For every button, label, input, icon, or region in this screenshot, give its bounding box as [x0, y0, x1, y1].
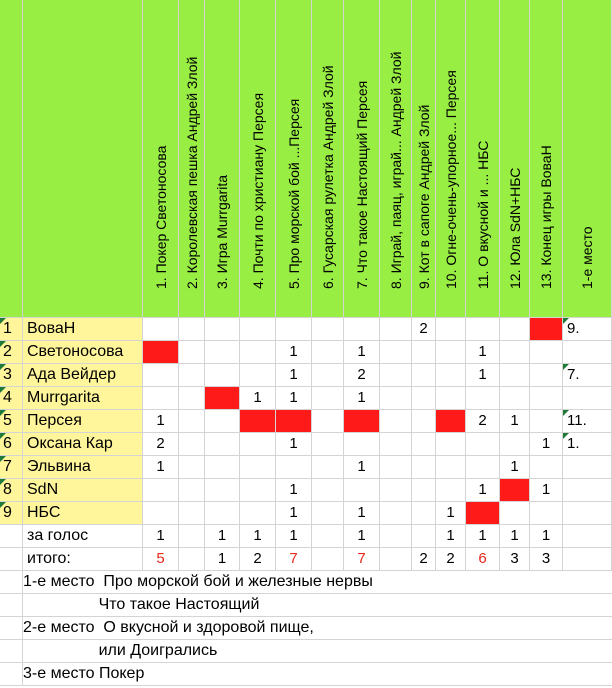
summary-line: 3-е место Покер: [23, 665, 145, 682]
score-cell[interactable]: [179, 364, 205, 387]
comment-marker-icon: [0, 479, 6, 485]
total-row-cell[interactable]: 3: [530, 548, 563, 571]
score-cell[interactable]: [179, 502, 205, 525]
player-name-cell[interactable]: SdN: [23, 479, 143, 502]
total-row-cell[interactable]: 5: [143, 548, 179, 571]
score-cell[interactable]: [240, 318, 276, 341]
score-cell[interactable]: [412, 364, 436, 387]
comment-marker-icon: [0, 502, 6, 508]
row-number[interactable]: 9: [0, 502, 23, 525]
score-cell[interactable]: 2: [344, 364, 380, 387]
comment-marker-icon: [0, 410, 6, 416]
total-row-cell[interactable]: 7: [344, 548, 380, 571]
vote-row-cell[interactable]: 1: [530, 525, 563, 548]
player-name-cell[interactable]: Эльвина: [23, 456, 143, 479]
vote-row-cell[interactable]: [179, 525, 205, 548]
vote-row-cell[interactable]: [563, 525, 612, 548]
grid-line: [0, 685, 612, 686]
score-cell[interactable]: [179, 341, 205, 364]
header-corner-cell[interactable]: [0, 0, 23, 318]
total-row-cell[interactable]: 2: [240, 548, 276, 571]
score-cell[interactable]: [312, 479, 344, 502]
score-cell[interactable]: [143, 364, 179, 387]
score-cell[interactable]: [563, 502, 612, 525]
score-cell[interactable]: [143, 387, 179, 410]
self-vote-cell[interactable]: [276, 410, 312, 433]
score-cell[interactable]: 1: [344, 341, 380, 364]
score-cell[interactable]: 2: [143, 433, 179, 456]
score-cell[interactable]: [530, 341, 563, 364]
score-cell[interactable]: [436, 433, 466, 456]
score-cell[interactable]: [276, 318, 312, 341]
score-cell[interactable]: [380, 479, 412, 502]
score-cell[interactable]: [436, 456, 466, 479]
score-cell[interactable]: 2: [466, 410, 500, 433]
player-name-cell[interactable]: Светоносова: [23, 341, 143, 364]
score-cell[interactable]: [143, 318, 179, 341]
summary-line: 2-е место О вкусной и здоровой пище,: [23, 619, 314, 636]
score-cell[interactable]: [312, 502, 344, 525]
self-vote-cell[interactable]: [500, 479, 530, 502]
score-cell[interactable]: [500, 364, 530, 387]
player-name-cell[interactable]: НБС: [23, 502, 143, 525]
score-cell[interactable]: 1: [143, 456, 179, 479]
column-header-label: 12. Юла SdN+НБС: [506, 167, 523, 289]
row-number[interactable]: 2: [0, 341, 23, 364]
score-cell[interactable]: [500, 318, 530, 341]
vote-row-cell[interactable]: 1: [276, 525, 312, 548]
score-cell[interactable]: [530, 456, 563, 479]
score-cell[interactable]: 1: [276, 387, 312, 410]
score-cell[interactable]: [179, 410, 205, 433]
score-cell[interactable]: [312, 318, 344, 341]
self-vote-cell[interactable]: [466, 502, 500, 525]
score-cell[interactable]: [312, 364, 344, 387]
column-header-label: 13. Конец игры ВоваН: [538, 145, 554, 289]
row-number-empty[interactable]: [0, 548, 23, 571]
score-cell[interactable]: 11.: [563, 410, 612, 433]
comment-marker-icon: [0, 387, 6, 393]
score-cell[interactable]: [500, 433, 530, 456]
total-row-cell[interactable]: 7: [276, 548, 312, 571]
score-cell[interactable]: [436, 341, 466, 364]
row-number[interactable]: 4: [0, 387, 23, 410]
score-cell[interactable]: 1: [276, 364, 312, 387]
score-cell[interactable]: [179, 387, 205, 410]
score-cell[interactable]: [500, 387, 530, 410]
column-header-label: 4. Почти по христиану Персея: [249, 92, 266, 289]
score-cell[interactable]: [240, 456, 276, 479]
score-cell[interactable]: [205, 502, 240, 525]
score-cell[interactable]: [179, 479, 205, 502]
summary-line: 1-е место Про морской бой и железные нервы: [23, 573, 373, 590]
row-number[interactable]: 6: [0, 433, 23, 456]
score-cell[interactable]: [240, 433, 276, 456]
comment-marker-icon: [0, 364, 6, 370]
score-cell[interactable]: [240, 364, 276, 387]
vote-row-cell[interactable]: 1: [143, 525, 179, 548]
score-cell[interactable]: [530, 410, 563, 433]
score-cell[interactable]: [380, 364, 412, 387]
column-header[interactable]: [530, 0, 563, 318]
score-cell[interactable]: [380, 433, 412, 456]
total-row-cell[interactable]: 2: [412, 548, 436, 571]
score-cell[interactable]: [466, 433, 500, 456]
grid-line: [22, 640, 23, 663]
score-cell[interactable]: [380, 456, 412, 479]
player-name-cell[interactable]: Ада Вейдер: [23, 364, 143, 387]
row-number-empty[interactable]: [0, 525, 23, 548]
score-cell[interactable]: [205, 456, 240, 479]
column-header-label: 6. Гусарская рулетка Андрей Злой: [319, 65, 336, 289]
score-cell[interactable]: [412, 433, 436, 456]
score-cell[interactable]: [436, 364, 466, 387]
score-cell[interactable]: [500, 341, 530, 364]
score-cell[interactable]: [436, 318, 466, 341]
vote-row-cell[interactable]: [380, 525, 412, 548]
column-header-label: 3. Игра Murrgarita: [214, 175, 230, 289]
score-cell[interactable]: 1: [500, 456, 530, 479]
self-vote-cell[interactable]: [530, 318, 563, 341]
total-row-cell[interactable]: 3: [500, 548, 530, 571]
total-row-cell[interactable]: [179, 548, 205, 571]
score-cell[interactable]: [380, 387, 412, 410]
score-cell[interactable]: 1: [466, 341, 500, 364]
column-header-label: 11. О вкусной и ... НБС: [474, 140, 491, 289]
summary-line: Что такое Настоящий: [23, 596, 260, 613]
comment-marker-icon: [0, 456, 6, 462]
column-header-label: 9. Кот в сапоге Андрей Злой: [415, 104, 432, 289]
vote-row-cell[interactable]: 1: [205, 525, 240, 548]
vote-row-cell[interactable]: 1: [436, 525, 466, 548]
column-header[interactable]: [276, 0, 312, 318]
score-cell[interactable]: [500, 502, 530, 525]
total-row-cell[interactable]: 2: [436, 548, 466, 571]
score-cell[interactable]: 1: [276, 502, 312, 525]
column-header[interactable]: [412, 0, 436, 318]
score-cell[interactable]: [563, 387, 612, 410]
score-cell[interactable]: [240, 479, 276, 502]
column-header-label: 1. Покер Светоносова: [152, 145, 169, 289]
score-cell[interactable]: [412, 456, 436, 479]
score-cell[interactable]: [530, 387, 563, 410]
column-header[interactable]: [143, 0, 179, 318]
row-number[interactable]: 1: [0, 318, 23, 341]
score-cell[interactable]: [143, 502, 179, 525]
score-cell[interactable]: [179, 318, 205, 341]
score-cell[interactable]: [412, 502, 436, 525]
self-vote-cell[interactable]: [344, 410, 380, 433]
comment-marker-icon: [563, 410, 569, 416]
player-name-cell[interactable]: Оксана Кар: [23, 433, 143, 456]
score-cell[interactable]: [179, 433, 205, 456]
score-cell[interactable]: 1: [276, 433, 312, 456]
score-cell[interactable]: [563, 479, 612, 502]
score-cell[interactable]: [179, 456, 205, 479]
score-cell[interactable]: [240, 502, 276, 525]
self-vote-cell[interactable]: [240, 410, 276, 433]
column-header[interactable]: [312, 0, 344, 318]
comment-marker-icon: [563, 318, 569, 324]
score-cell[interactable]: [312, 341, 344, 364]
score-cell[interactable]: [276, 456, 312, 479]
score-cell[interactable]: [466, 318, 500, 341]
total-row-label[interactable]: итого:: [23, 548, 143, 571]
score-cell[interactable]: [380, 410, 412, 433]
score-cell[interactable]: [312, 410, 344, 433]
score-cell[interactable]: [380, 502, 412, 525]
summary-line: или Доигрались: [23, 642, 218, 659]
player-name-cell[interactable]: ВоваН: [23, 318, 143, 341]
grid-line: [22, 617, 23, 640]
vote-row-cell[interactable]: 1: [466, 525, 500, 548]
score-cell[interactable]: [312, 433, 344, 456]
score-cell[interactable]: 9.: [563, 318, 612, 341]
score-cell[interactable]: [563, 456, 612, 479]
grid-line: [22, 571, 23, 594]
score-cell[interactable]: 1: [276, 479, 312, 502]
score-cell[interactable]: [466, 456, 500, 479]
player-name-cell[interactable]: Персея: [23, 410, 143, 433]
column-header-label: 10. Огне-очень-упорное... Персея: [442, 70, 459, 289]
score-cell[interactable]: 1: [344, 456, 380, 479]
score-cell[interactable]: [466, 387, 500, 410]
score-cell[interactable]: 1: [530, 479, 563, 502]
score-cell[interactable]: 1: [276, 341, 312, 364]
score-cell[interactable]: [530, 364, 563, 387]
score-cell[interactable]: [205, 479, 240, 502]
row-number[interactable]: 7: [0, 456, 23, 479]
column-header[interactable]: [436, 0, 466, 318]
score-cell[interactable]: [530, 502, 563, 525]
total-row-cell[interactable]: [563, 548, 612, 571]
column-header[interactable]: [240, 0, 276, 318]
vote-row-label[interactable]: за голос: [23, 525, 143, 548]
column-header-label: 1-е место: [579, 226, 595, 289]
score-cell[interactable]: 1: [344, 502, 380, 525]
score-cell[interactable]: [412, 341, 436, 364]
score-cell[interactable]: 1: [344, 387, 380, 410]
score-cell[interactable]: [436, 479, 466, 502]
total-row-cell[interactable]: [312, 548, 344, 571]
column-header-label: 7. Что такое Настоящий Персея: [353, 80, 370, 289]
total-row-cell[interactable]: 6: [466, 548, 500, 571]
score-cell[interactable]: [344, 318, 380, 341]
score-cell[interactable]: [205, 410, 240, 433]
score-cell[interactable]: [380, 318, 412, 341]
comment-marker-icon: [0, 318, 6, 324]
column-header[interactable]: [205, 0, 240, 318]
row-number[interactable]: 8: [0, 479, 23, 502]
row-number[interactable]: 5: [0, 410, 23, 433]
score-cell[interactable]: 1: [530, 433, 563, 456]
score-cell[interactable]: [344, 479, 380, 502]
score-cell[interactable]: 1: [240, 387, 276, 410]
score-cell[interactable]: [205, 318, 240, 341]
score-cell[interactable]: 7.: [563, 364, 612, 387]
score-cell[interactable]: 1.: [563, 433, 612, 456]
comment-marker-icon: [0, 433, 6, 439]
score-cell[interactable]: [240, 341, 276, 364]
grid-line: [22, 663, 23, 686]
total-row-cell[interactable]: 1: [205, 548, 240, 571]
column-header-label: 2. Королевская пешка Андрей Злой: [183, 56, 200, 289]
score-cell[interactable]: [143, 479, 179, 502]
score-cell[interactable]: [344, 433, 380, 456]
player-name-cell[interactable]: Murrgarita: [23, 387, 143, 410]
score-cell[interactable]: [380, 341, 412, 364]
score-cell[interactable]: [312, 456, 344, 479]
column-header[interactable]: [344, 0, 380, 318]
score-cell[interactable]: 1: [436, 502, 466, 525]
score-cell[interactable]: [205, 341, 240, 364]
self-vote-cell[interactable]: [205, 387, 240, 410]
column-header[interactable]: [500, 0, 530, 318]
column-header-label: 8. Играй, паяц, играй... Андрей Злой: [387, 51, 404, 289]
score-cell[interactable]: [412, 410, 436, 433]
vote-row-cell[interactable]: 1: [240, 525, 276, 548]
score-cell[interactable]: 1: [500, 410, 530, 433]
column-header[interactable]: [380, 0, 412, 318]
score-cell[interactable]: [312, 387, 344, 410]
score-cell[interactable]: [412, 479, 436, 502]
score-cell[interactable]: [205, 364, 240, 387]
score-cell[interactable]: 1: [143, 410, 179, 433]
score-cell[interactable]: 1: [466, 479, 500, 502]
vote-row-cell[interactable]: [312, 525, 344, 548]
column-header[interactable]: [179, 0, 205, 318]
score-cell[interactable]: 2: [412, 318, 436, 341]
column-header[interactable]: [563, 0, 612, 318]
self-vote-cell[interactable]: [436, 410, 466, 433]
grid-line: [22, 594, 23, 617]
column-header[interactable]: [466, 0, 500, 318]
vote-row-cell[interactable]: 1: [500, 525, 530, 548]
total-row-cell[interactable]: [380, 548, 412, 571]
score-cell[interactable]: 1: [466, 364, 500, 387]
row-number[interactable]: 3: [0, 364, 23, 387]
header-name-cell[interactable]: [23, 0, 143, 318]
comment-marker-icon: [563, 364, 569, 370]
score-cell[interactable]: [436, 387, 466, 410]
score-cell[interactable]: [205, 433, 240, 456]
comment-marker-icon: [0, 341, 6, 347]
column-header-label: 5. Про морской бой ...Персея: [285, 98, 302, 289]
score-cell[interactable]: [563, 341, 612, 364]
self-vote-cell[interactable]: [143, 341, 179, 364]
vote-row-cell[interactable]: 1: [344, 525, 380, 548]
comment-marker-icon: [563, 433, 569, 439]
score-cell[interactable]: [412, 387, 436, 410]
vote-row-cell[interactable]: [412, 525, 436, 548]
